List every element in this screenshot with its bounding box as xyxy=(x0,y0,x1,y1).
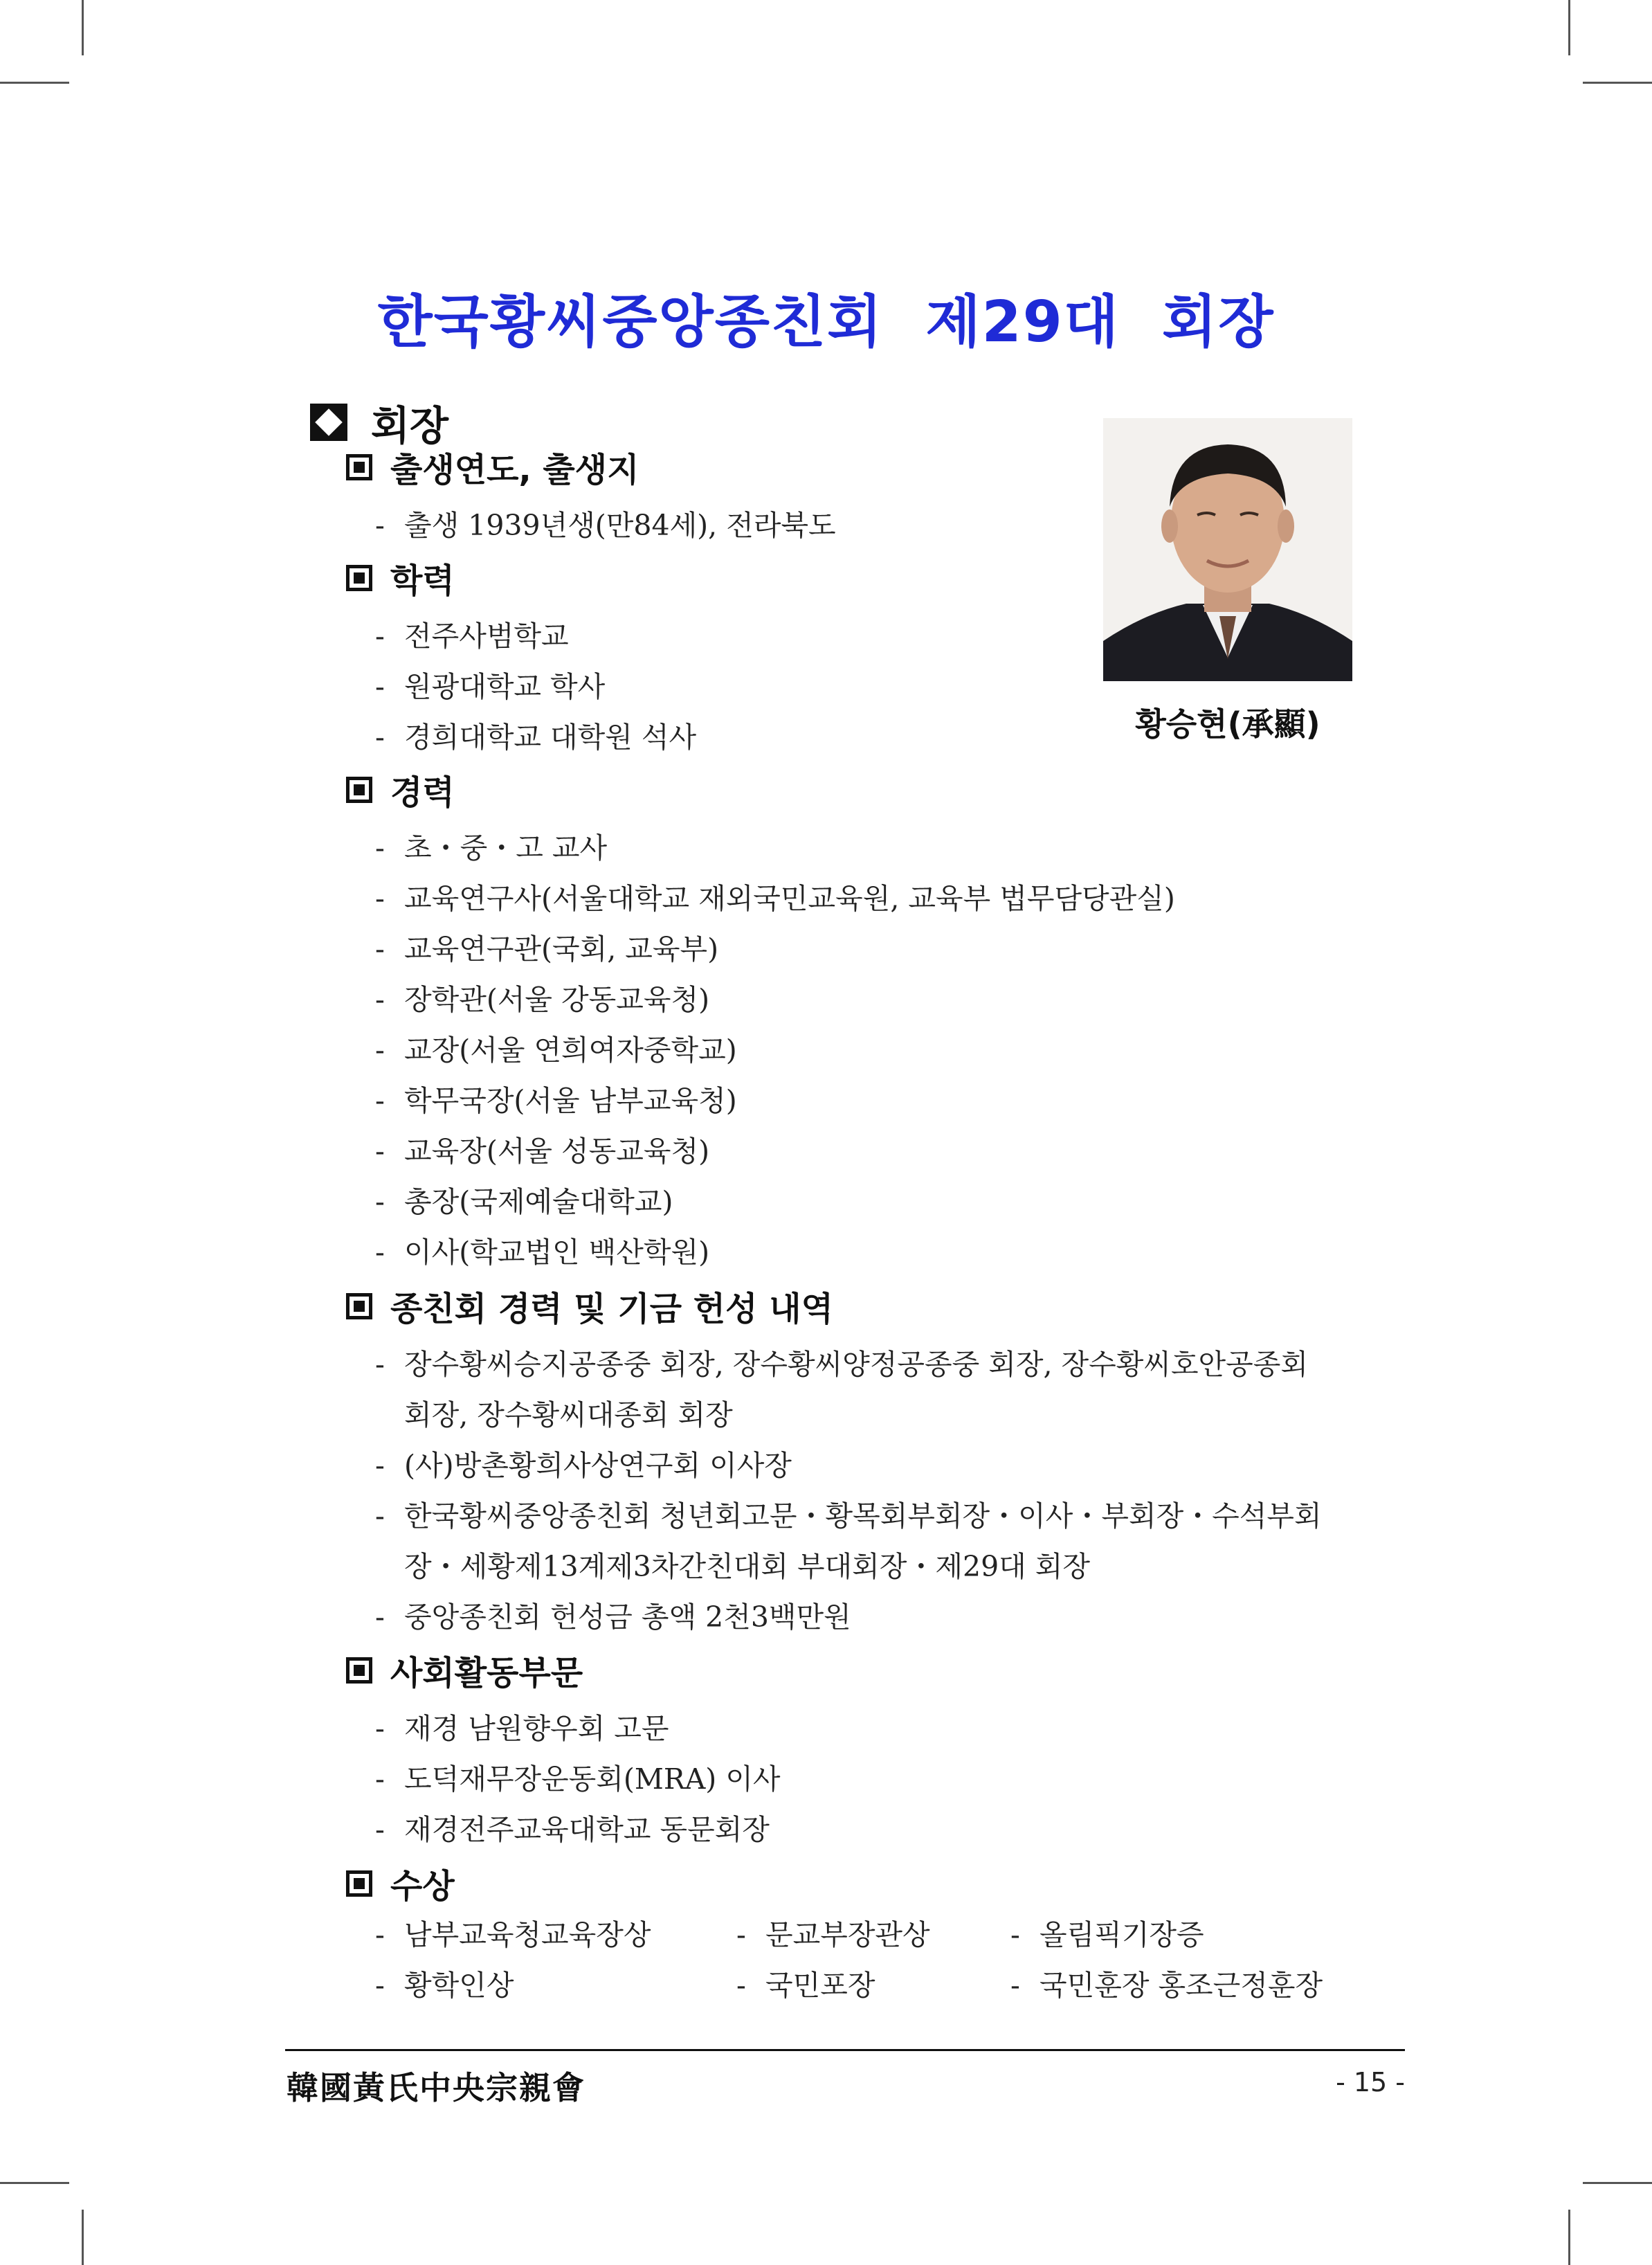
list-item-continuation: 회장, 장수황씨대종회 회장 xyxy=(404,1398,733,1432)
portrait-photo xyxy=(1103,418,1352,681)
award-item: - 국민포장 xyxy=(736,1969,875,2002)
portrait-image xyxy=(1103,418,1352,681)
crop-mark xyxy=(0,2182,69,2184)
item-text: 교육연구사(서울대학교 재외국민교육원, 교육부 법무담당관실) xyxy=(404,882,1175,915)
list-item: - 초・중・고 교사 xyxy=(375,831,608,865)
section-heading-social xyxy=(346,1646,583,1694)
crop-mark xyxy=(0,82,69,84)
item-text: 전주사범학교 xyxy=(404,620,569,653)
list-item: - 장수황씨승지공종중 회장, 장수황씨양정공종중 회장, 장수황씨호안공종회 xyxy=(375,1348,1308,1381)
award-item: - 문교부장관상 xyxy=(736,1918,930,1951)
square-bullet-icon xyxy=(346,777,372,803)
list-item: - 장학관(서울 강동교육청) xyxy=(375,983,710,1016)
footer-organization: 韓國黃氏中央宗親會 xyxy=(287,2069,586,2106)
list-item: - 원광대학교 학사 xyxy=(375,670,606,703)
main-heading-text: 회장 xyxy=(371,402,449,449)
square-bullet-icon xyxy=(346,454,372,480)
list-item: - 도덕재무장운동회(MRA) 이사 xyxy=(375,1762,781,1796)
portrait-caption: 황승현(承顯) xyxy=(1135,705,1320,743)
section-heading-birth xyxy=(346,443,639,491)
award-text: 올림픽기장증 xyxy=(1040,1918,1204,1951)
award-item: - 국민훈장 홍조근정훈장 xyxy=(1010,1969,1323,2002)
item-text: 출생 1939년생(만84세), 전라북도 xyxy=(404,509,836,542)
page-title: 한국황씨중앙종친회 제29대 회장 xyxy=(377,289,1275,355)
item-text: 도덕재무장운동회(MRA) 이사 xyxy=(404,1762,781,1796)
item-text: 교장(서울 연희여자중학교) xyxy=(404,1034,737,1067)
award-text: 문교부장관상 xyxy=(765,1918,930,1951)
diamond-bullet-icon xyxy=(310,404,347,441)
section-heading-text: 학력 xyxy=(390,561,455,600)
item-text: 원광대학교 학사 xyxy=(404,670,606,703)
award-text: 황학인상 xyxy=(404,1969,514,2002)
list-item: - 전주사범학교 xyxy=(375,620,569,653)
item-text: 총장(국제예술대학교) xyxy=(404,1185,673,1218)
award-item: - 황학인상 xyxy=(375,1969,514,2002)
award-item: - 올림픽기장증 xyxy=(1010,1918,1204,1951)
square-bullet-icon xyxy=(346,1657,372,1684)
footer-divider xyxy=(285,2049,1405,2051)
list-item: - 경희대학교 대학원 석사 xyxy=(375,721,697,754)
list-item: - 이사(학교법인 백산학원) xyxy=(375,1236,710,1269)
page-number: - 15 - xyxy=(1336,2067,1405,2097)
item-text: (사)방촌황희사상연구회 이사장 xyxy=(404,1449,792,1482)
section-heading-clan xyxy=(346,1282,833,1330)
award-text: 남부교육청교육장상 xyxy=(404,1918,651,1951)
item-text: 장수황씨승지공종중 회장, 장수황씨양정공종중 회장, 장수황씨호안공종회 xyxy=(404,1348,1308,1381)
list-item: - 교육장(서울 성동교육청) xyxy=(375,1135,710,1168)
list-item-continuation: 장・세황제13계제3차간친대회 부대회장・제29대 회장 xyxy=(404,1550,1091,1583)
list-item: - 한국황씨중앙종친회 청년회고문・황목회부회장・이사・부회장・수석부회 xyxy=(375,1499,1322,1533)
list-item: - 교육연구관(국회, 교육부) xyxy=(375,932,719,966)
list-item: - (사)방촌황희사상연구회 이사장 xyxy=(375,1449,792,1482)
section-heading-career xyxy=(346,766,455,813)
section-heading-text: 경력 xyxy=(390,773,455,812)
item-text: 이사(학교법인 백산학원) xyxy=(404,1236,710,1269)
item-text: 초・중・고 교사 xyxy=(404,831,608,865)
list-item: - 재경 남원향우회 고문 xyxy=(375,1712,669,1745)
square-bullet-icon xyxy=(346,565,372,591)
crop-mark xyxy=(1568,2210,1570,2265)
crop-mark xyxy=(82,2210,84,2265)
square-bullet-icon xyxy=(346,1293,372,1319)
crop-mark xyxy=(1568,0,1570,55)
item-text: 한국황씨중앙종친회 청년회고문・황목회부회장・이사・부회장・수석부회 xyxy=(404,1499,1322,1533)
list-item: - 교육연구사(서울대학교 재외국민교육원, 교육부 법무담당관실) xyxy=(375,882,1175,915)
section-heading-text: 사회활동부문 xyxy=(390,1654,583,1693)
section-heading-text: 수상 xyxy=(390,1867,455,1906)
item-text: 재경전주교육대학교 동문회장 xyxy=(404,1813,770,1846)
list-item: - 학무국장(서울 남부교육청) xyxy=(375,1084,737,1117)
item-text: 경희대학교 대학원 석사 xyxy=(404,721,697,754)
item-text: 학무국장(서울 남부교육청) xyxy=(404,1084,737,1117)
award-text: 국민포장 xyxy=(765,1969,875,2002)
award-text: 국민훈장 홍조근정훈장 xyxy=(1040,1969,1323,2002)
item-text: 재경 남원향우회 고문 xyxy=(404,1712,669,1745)
item-text: 장학관(서울 강동교육청) xyxy=(404,983,710,1016)
list-item: - 총장(국제예술대학교) xyxy=(375,1185,673,1218)
crop-mark xyxy=(1583,2182,1652,2184)
award-item: - 남부교육청교육장상 xyxy=(375,1918,651,1951)
item-text: 교육장(서울 성동교육청) xyxy=(404,1135,710,1168)
section-heading-awards xyxy=(346,1859,455,1907)
crop-mark xyxy=(1583,82,1652,84)
list-item: - 중앙종친회 헌성금 총액 2천3백만원 xyxy=(375,1600,851,1634)
item-text: 중앙종친회 헌성금 총액 2천3백만원 xyxy=(404,1600,851,1634)
crop-mark xyxy=(82,0,84,55)
list-item: - 교장(서울 연희여자중학교) xyxy=(375,1034,737,1067)
list-item: - 출생 1939년생(만84세), 전라북도 xyxy=(375,509,836,542)
section-heading-text: 종친회 경력 및 기금 헌성 내역 xyxy=(390,1290,833,1328)
square-bullet-icon xyxy=(346,1870,372,1897)
list-item: - 재경전주교육대학교 동문회장 xyxy=(375,1813,770,1846)
section-heading-text: 출생연도, 출생지 xyxy=(390,451,639,489)
section-heading-education xyxy=(346,554,455,602)
item-text: 교육연구관(국회, 교육부) xyxy=(404,932,719,966)
